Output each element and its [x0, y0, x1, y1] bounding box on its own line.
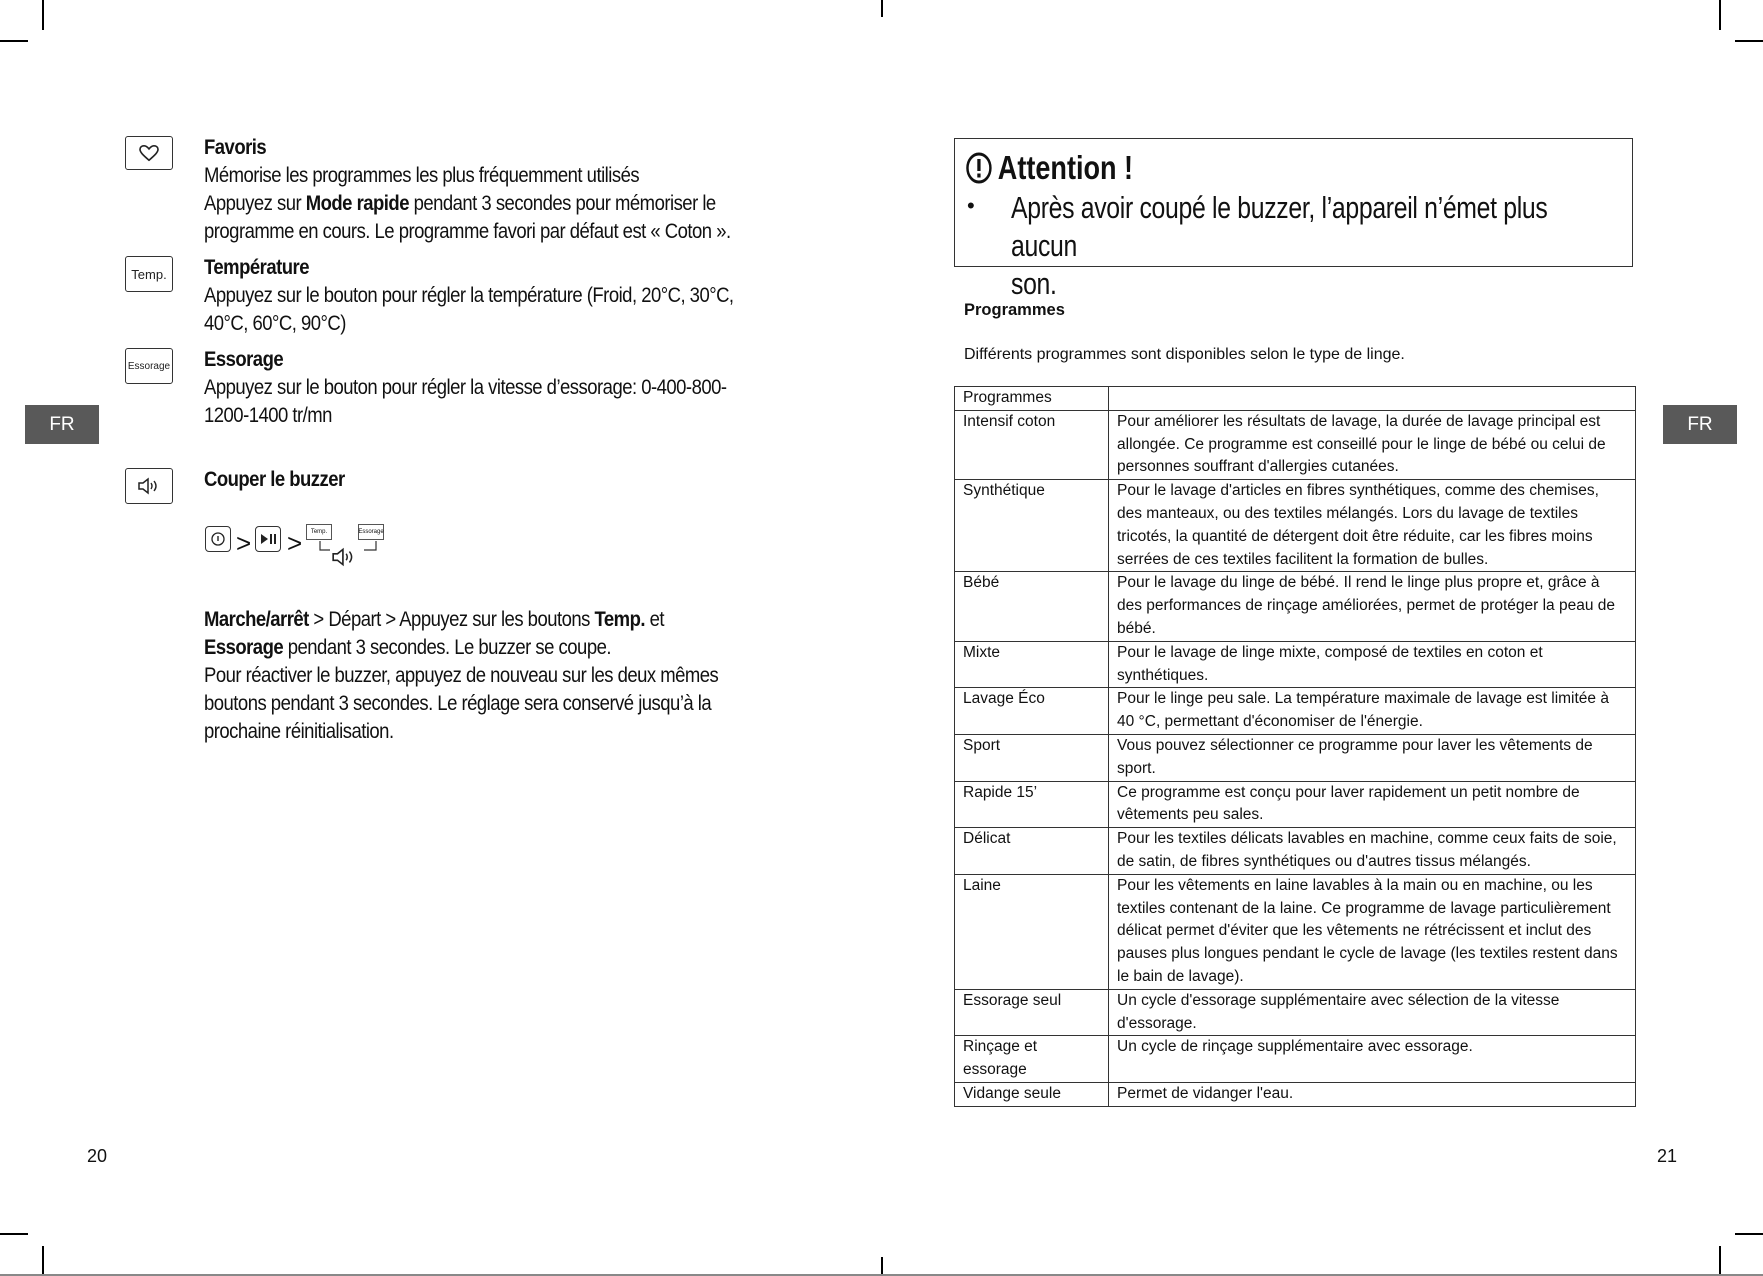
essorage-line1: Appuyez sur le bouton pour régler la vitesse d’essorage: 0-400-800- [204, 375, 727, 399]
table-row [955, 641, 1636, 688]
table-row [955, 480, 1636, 572]
buzzer-line5: prochaine réinitialisation. [204, 719, 394, 743]
speaker-icon [331, 547, 357, 567]
favoris-line3: programme en cours. Le programme favori par défaut est « Coton ». [204, 219, 731, 243]
power-button-icon [205, 526, 231, 552]
favoris-line1: Mémorise les programmes les plus fréquemment utilisés [204, 163, 640, 187]
temperature-title: Température [204, 255, 309, 279]
program-name-cell: Mixte [955, 641, 1109, 688]
table-row [955, 874, 1636, 989]
essorage-section [204, 345, 764, 429]
program-name-cell: Intensif coton [955, 410, 1109, 479]
crop-mark [1735, 40, 1763, 42]
heart-icon [138, 144, 160, 162]
attention-box [954, 138, 1633, 301]
speaker-icon [137, 477, 161, 495]
program-description-cell: Un cycle d'essorage supplémentaire avec sélection de la vitesse d'essorage. [1109, 989, 1636, 1036]
program-name-cell: Essorage seul [955, 989, 1109, 1036]
attention-text: Après avoir coupé le buzzer, l’appareil n’émet plus aucun son. [1011, 190, 1548, 301]
attention-title: Attention ! [965, 149, 1133, 187]
programmes-intro: Différents programmes sont disponibles selon le type de linge. [964, 346, 1405, 363]
table-row [955, 989, 1636, 1036]
program-name-cell: Sport [955, 734, 1109, 781]
mini-essorage-button: Essorage [358, 524, 384, 540]
temp-button-icon: Temp. [125, 256, 173, 292]
table-row [955, 828, 1636, 875]
program-name-cell: Rapide 15’ [955, 781, 1109, 828]
programmes-title: Programmes [964, 301, 1065, 319]
crop-mark [1735, 1233, 1763, 1235]
crop-mark [42, 1246, 44, 1276]
program-description-cell: Pour les textiles délicats lavables en machine, comme ceux faits de soie, de satin, de fibres synthétiques ou d'autres tissus mélangés. [1109, 828, 1636, 875]
page-number-right: 21 [1657, 1146, 1678, 1166]
program-description-cell: Pour le lavage d'articles en fibres synthétiques, comme des chemises, des manteaux, ou des textiles mélangés. Lors du lavage de textiles tricotés, la quantité de détergent doit être réduite, car les fibres moins serrées de ces textiles facilitent la formation de bulles. [1109, 480, 1636, 572]
temperature-line1: Appuyez sur le bouton pour régler la température (Froid, 20°C, 30°C, [204, 283, 734, 307]
table-row [955, 410, 1636, 479]
temperature-line2: 40°C, 60°C, 90°C) [204, 311, 346, 335]
buzzer-section-title [204, 465, 764, 493]
sequence-separator: > [236, 528, 252, 558]
table-row [955, 781, 1636, 828]
program-description-cell: Permet de vidanger l'eau. [1109, 1082, 1636, 1106]
essorage-button-icon: Essorage [125, 348, 173, 384]
table-row [955, 1036, 1636, 1083]
buzzer-line4: boutons pendant 3 secondes. Le réglage sera conservé jusqu’à la [204, 691, 712, 715]
buzzer-instructions [204, 605, 764, 745]
table-header-cell: Programmes [955, 387, 1109, 411]
program-name-cell: Bébé [955, 572, 1109, 641]
favoris-section [204, 133, 764, 245]
page-number-left: 20 [87, 1146, 108, 1166]
program-name-cell: Rinçage et essorage [955, 1036, 1109, 1083]
exclamation-circle-icon [965, 151, 993, 185]
program-description-cell: Ce programme est conçu pour laver rapidement un petit nombre de vêtements peu sales. [1109, 781, 1636, 828]
program-description-cell: Pour les vêtements en laine lavables à la main ou en machine, ou les textiles contenant de la laine. Ce programme de lavage particulièrement délicat permet d'éviter que les vêtements ne rétrécissent et inclut des pauses plus longues pendant le cycle de lavage (les textiles restent dans le bain de lavage). [1109, 874, 1636, 989]
essorage-title: Essorage [204, 347, 284, 371]
attention-bullet: • [967, 193, 975, 218]
crop-mark [1719, 0, 1721, 30]
program-description-cell: Pour le linge peu sale. La température maximale de lavage est limitée à 40 °C, permettant d'économiser de l'énergie. [1109, 688, 1636, 735]
program-description-cell: Un cycle de rinçage supplémentaire avec essorage. [1109, 1036, 1636, 1083]
crop-mark [0, 1233, 28, 1235]
program-description-cell: Pour le lavage de linge mixte, composé de textiles en coton et synthétiques. [1109, 641, 1636, 688]
programmes-table [954, 386, 1636, 1107]
program-name-cell: Laine [955, 874, 1109, 989]
mini-temp-button: Temp. [306, 524, 332, 540]
table-row [955, 734, 1636, 781]
program-description-cell: Pour améliorer les résultats de lavage, la durée de lavage principal est allongée. Ce programme est conseillé pour le linge de bébé ou celui de personnes souffrant d'allergies cutanées. [1109, 410, 1636, 479]
buzzer-title: Couper le buzzer [204, 467, 345, 491]
program-name-cell: Lavage Éco [955, 688, 1109, 735]
language-tab-right: FR [1663, 405, 1737, 444]
program-name-cell: Vidange seule [955, 1082, 1109, 1106]
sequence-separator: > [287, 528, 303, 558]
buzzer-line3: Pour réactiver le buzzer, appuyez de nouveau sur les deux mêmes [204, 663, 719, 687]
table-row [955, 572, 1636, 641]
program-description-cell: Pour le lavage du linge de bébé. Il rend le linge plus propre et, grâce à des performances de rinçage améliorées, permet de protéger la peau de bébé. [1109, 572, 1636, 641]
table-header-cell [1109, 387, 1636, 411]
table-header-row [955, 387, 1636, 411]
language-tab-left: FR [25, 405, 99, 444]
crop-mark [0, 40, 28, 42]
program-name-cell: Délicat [955, 828, 1109, 875]
favoris-line2: Appuyez sur Mode rapide pendant 3 secondes pour mémoriser le [204, 191, 716, 215]
favorite-button-icon [125, 136, 173, 170]
buzzer-line2: Essorage pendant 3 secondes. Le buzzer se coupe. [204, 635, 611, 659]
essorage-line2: 1200-1400 tr/mn [204, 403, 332, 427]
favoris-title: Favoris [204, 135, 267, 159]
temperature-section [204, 253, 764, 337]
play-pause-button-icon [255, 526, 281, 552]
crop-mark [1719, 1246, 1721, 1276]
program-name-cell: Synthétique [955, 480, 1109, 572]
buzzer-button-icon [125, 468, 173, 504]
crop-mark [881, 0, 883, 17]
program-description-cell: Vous pouvez sélectionner ce programme pour laver les vêtements de sport. [1109, 734, 1636, 781]
crop-mark [42, 0, 44, 30]
power-icon [210, 531, 226, 547]
buzzer-line1: Marche/arrêt > Départ > Appuyez sur les boutons Temp. et [204, 607, 665, 631]
table-row [955, 1082, 1636, 1106]
table-row [955, 688, 1636, 735]
play-pause-icon [259, 533, 277, 545]
